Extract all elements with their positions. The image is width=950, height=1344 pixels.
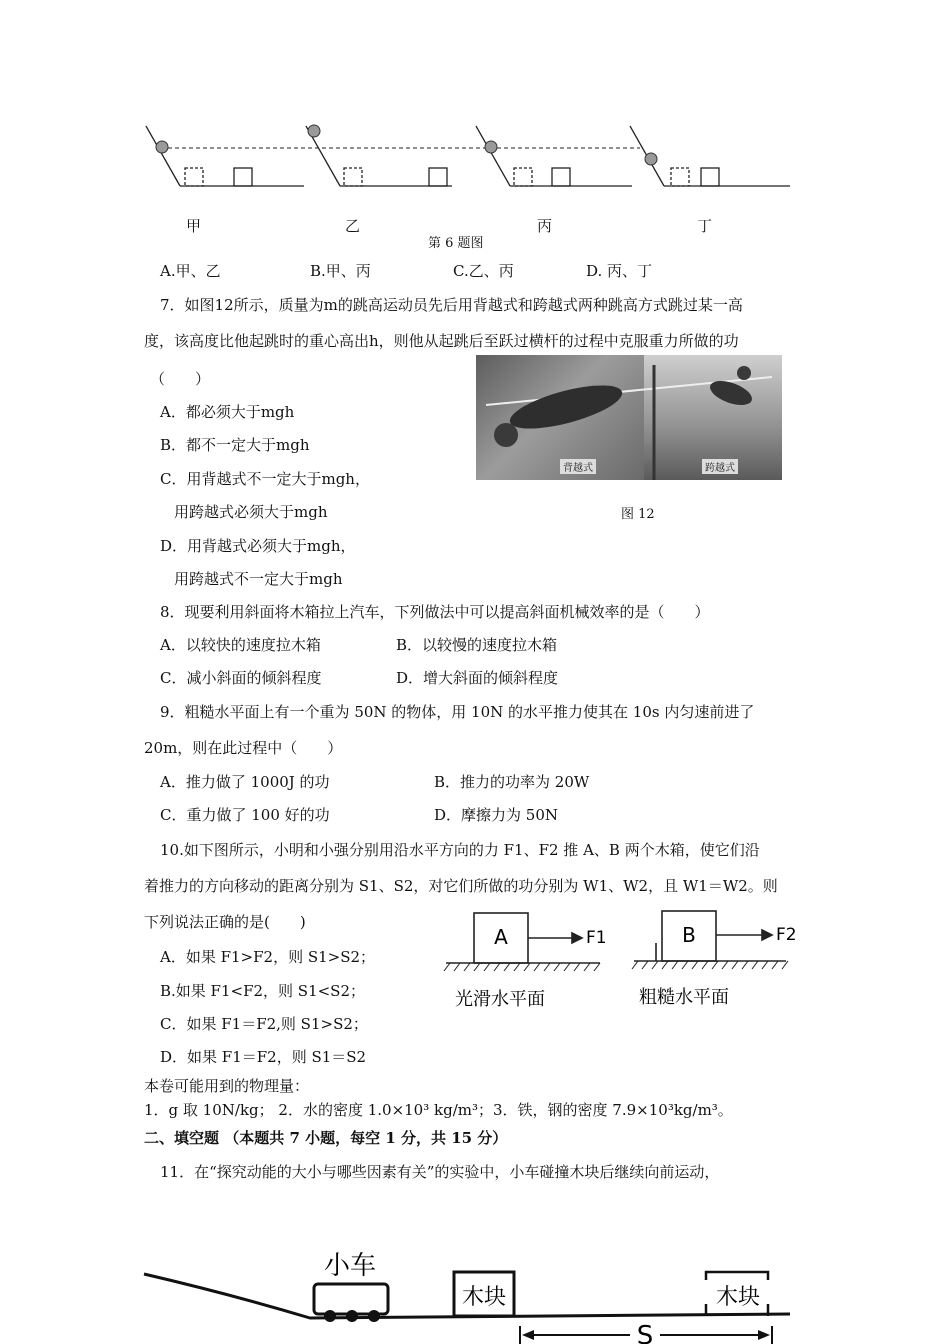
q10-option-a: A．如果 F1>F2，则 S1>S2； (160, 948, 376, 966)
box-a-label: A (494, 925, 508, 949)
q11-stem: 11．在“探究动能的大小与哪些因素有关”的实验中，小车碰撞木块后继续向前运动， (160, 1163, 720, 1181)
fig6-label-yi: 乙 (345, 217, 361, 235)
q10-stem-line2: 着推力的方向移动的距离分别为 S1、S2，对它们所做的功分别为 W1、W2，且 W1＝W2。则 (144, 877, 778, 895)
fig6-label-jia: 甲 (186, 217, 202, 235)
force-f2-label: F2 (776, 925, 797, 945)
q9-option-c: C．重力做了 100 好的功 (160, 806, 330, 824)
q9-option-a: A．推力做了 1000J 的功 (160, 773, 330, 791)
rough-surface-label: 粗糙水平面 (639, 987, 729, 1008)
car-label: 小车 (323, 1251, 377, 1281)
q6-option-a: A.甲、乙 (160, 262, 221, 280)
q9-option-d: D．摩擦力为 50N (434, 806, 559, 824)
high-jump-photo (476, 355, 782, 480)
q11-car-figure (140, 1244, 800, 1344)
section-2-heading: 二、填空题 （本题共 7 小题，每空 1 分，共 15 分） (144, 1129, 508, 1147)
q7-option-d-line2: 用跨越式不一定大于mgh (174, 570, 343, 588)
q8-option-a: A．以较快的速度拉木箱 (160, 636, 321, 654)
fig6-label-ding: 丁 (697, 217, 713, 235)
q10-stem-line1: 10.如下图所示，小明和小强分别用沿水平方向的力 F1、F2 推 A、B 两个木箱，使它们沿 (160, 841, 760, 859)
q10-boxes-figure (440, 905, 810, 1015)
q7-option-c-line1: C．用背越式不一定大于mgh， (160, 470, 370, 488)
q9-stem-line2: 20m，则在此过程中（ ） (144, 739, 343, 757)
q6-option-b: B.甲、丙 (310, 262, 371, 280)
q10-stem-line3: 下列说法正确的是( ) (144, 913, 306, 931)
q7-stem-line1: 7．如图12所示，质量为m的跳高运动员先后用背越式和跨越式两种跳高方式跳过某一高 (160, 296, 743, 314)
block-label-2: 木块 (715, 1285, 761, 1310)
q8-option-b: B．以较慢的速度拉木箱 (396, 636, 558, 654)
fig6-ramps (140, 118, 800, 198)
q6-option-d: D. 丙、丁 (586, 262, 653, 280)
q10-option-b: B.如果 F1<F2，则 S1<S2； (160, 982, 366, 1000)
fig6-caption: 第 6 题图 (428, 236, 484, 251)
box-b-label: B (682, 923, 696, 947)
q8-stem: 8．现要利用斜面将木箱拉上汽车，下列做法中可以提高斜面机械效率的是（ ） (160, 603, 710, 621)
photo-tag-straddle-style: 跨越式 (702, 459, 738, 474)
block-label-1: 木块 (461, 1285, 507, 1310)
q10-option-d: D．如果 F1＝F2，则 S1＝S2 (160, 1048, 367, 1066)
q7-option-d-line1: D．用背越式必须大于mgh， (160, 537, 356, 555)
q8-option-c: C．减小斜面的倾斜程度 (160, 669, 322, 687)
q7-option-a: A．都必须大于mgh (160, 403, 295, 421)
q9-stem-line1: 9．粗糙水平面上有一个重为 50N 的物体，用 10N 的水平推力使其在 10s 内匀速前进了 (160, 703, 755, 721)
photo-tag-back-style: 背越式 (560, 459, 596, 474)
fig6-label-bing: 丙 (537, 217, 553, 235)
q7-option-b: B．都不一定大于mgh (160, 436, 310, 454)
fig12-caption: 图 12 (621, 507, 655, 522)
distance-s-label: S (636, 1321, 654, 1344)
constants-line: 1．g 取 10N/kg； 2．水的密度 1.0×10³ kg/m³；3．铁，钢的密度 7.9×10³kg/m³。 (144, 1101, 733, 1119)
q10-option-c: C．如果 F1＝F2,则 S1>S2； (160, 1015, 368, 1033)
q6-option-c: C.乙、丙 (453, 262, 514, 280)
q7-stem-line2: 度，该高度比他起跳时的重心高出h，则他从起跳后至跃过横杆的过程中克服重力所做的功 (144, 332, 739, 350)
force-f1-label: F1 (586, 928, 607, 948)
q9-option-b: B．推力的功率为 20W (434, 773, 590, 791)
q7-option-c-line2: 用跨越式必须大于mgh (174, 503, 328, 521)
constants-intro: 本卷可能用到的物理量： (144, 1077, 310, 1095)
q8-option-d: D．增大斜面的倾斜程度 (396, 669, 559, 687)
smooth-surface-label: 光滑水平面 (455, 989, 545, 1010)
q7-bracket: （ ） (150, 370, 211, 388)
